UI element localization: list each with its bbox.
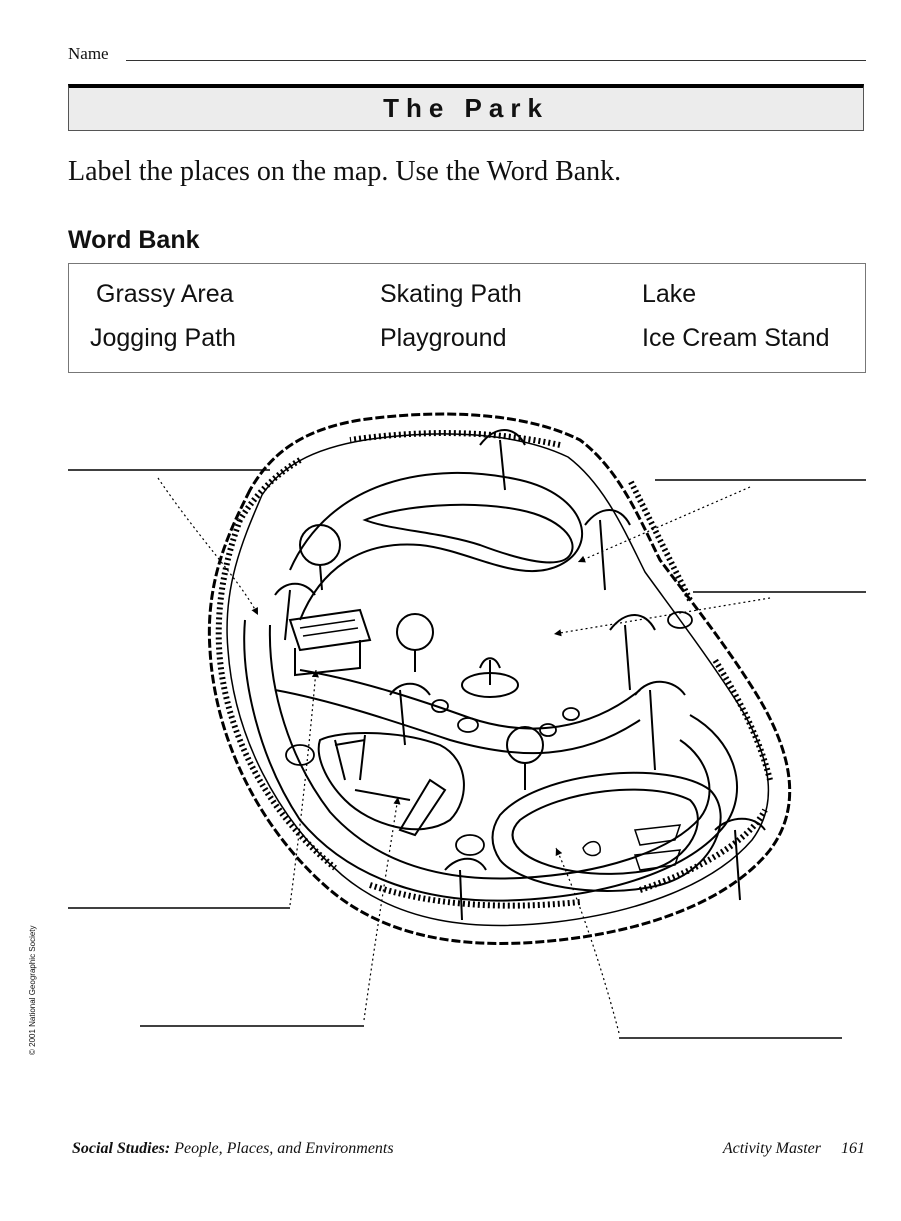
- fountain: [462, 658, 518, 697]
- word-bank-box: [68, 263, 866, 373]
- footer-subtitle: People, Places, and Environments: [174, 1140, 394, 1157]
- word-jogging-path: Jogging Path: [90, 324, 236, 352]
- instructions: Label the places on the map. Use the Word Bank.: [68, 156, 622, 187]
- name-answer-line[interactable]: [126, 60, 866, 61]
- title-bar: [68, 84, 864, 131]
- footer-series: Social Studies:: [72, 1140, 171, 1157]
- footer-activity: Activity Master: [722, 1140, 821, 1157]
- skating-path: [290, 473, 582, 620]
- playground: [319, 733, 464, 835]
- word-ice-cream-stand: Ice Cream Stand: [642, 324, 830, 352]
- copyright-credit: © 2001 National Geographic Society: [28, 925, 37, 1055]
- pointer-lines: [158, 478, 770, 1033]
- lake: [493, 773, 721, 891]
- page-title: The Park: [383, 93, 549, 123]
- word-lake: Lake: [642, 280, 697, 308]
- name-row: [68, 42, 866, 66]
- park-map: [0, 380, 901, 1080]
- park-outer-hedge: [209, 414, 789, 943]
- word-grassy-area: Grassy Area: [96, 280, 234, 308]
- word-playground: Playground: [380, 324, 507, 352]
- footer-left: [72, 1140, 394, 1158]
- trees: [275, 430, 765, 920]
- ice-cream-stand: [290, 610, 370, 675]
- footer-right: [723, 1140, 865, 1158]
- word-skating-path: Skating Path: [380, 280, 522, 308]
- word-bank-heading: Word Bank: [68, 226, 200, 254]
- page-number: 161: [841, 1140, 865, 1157]
- name-label: Name: [68, 44, 109, 63]
